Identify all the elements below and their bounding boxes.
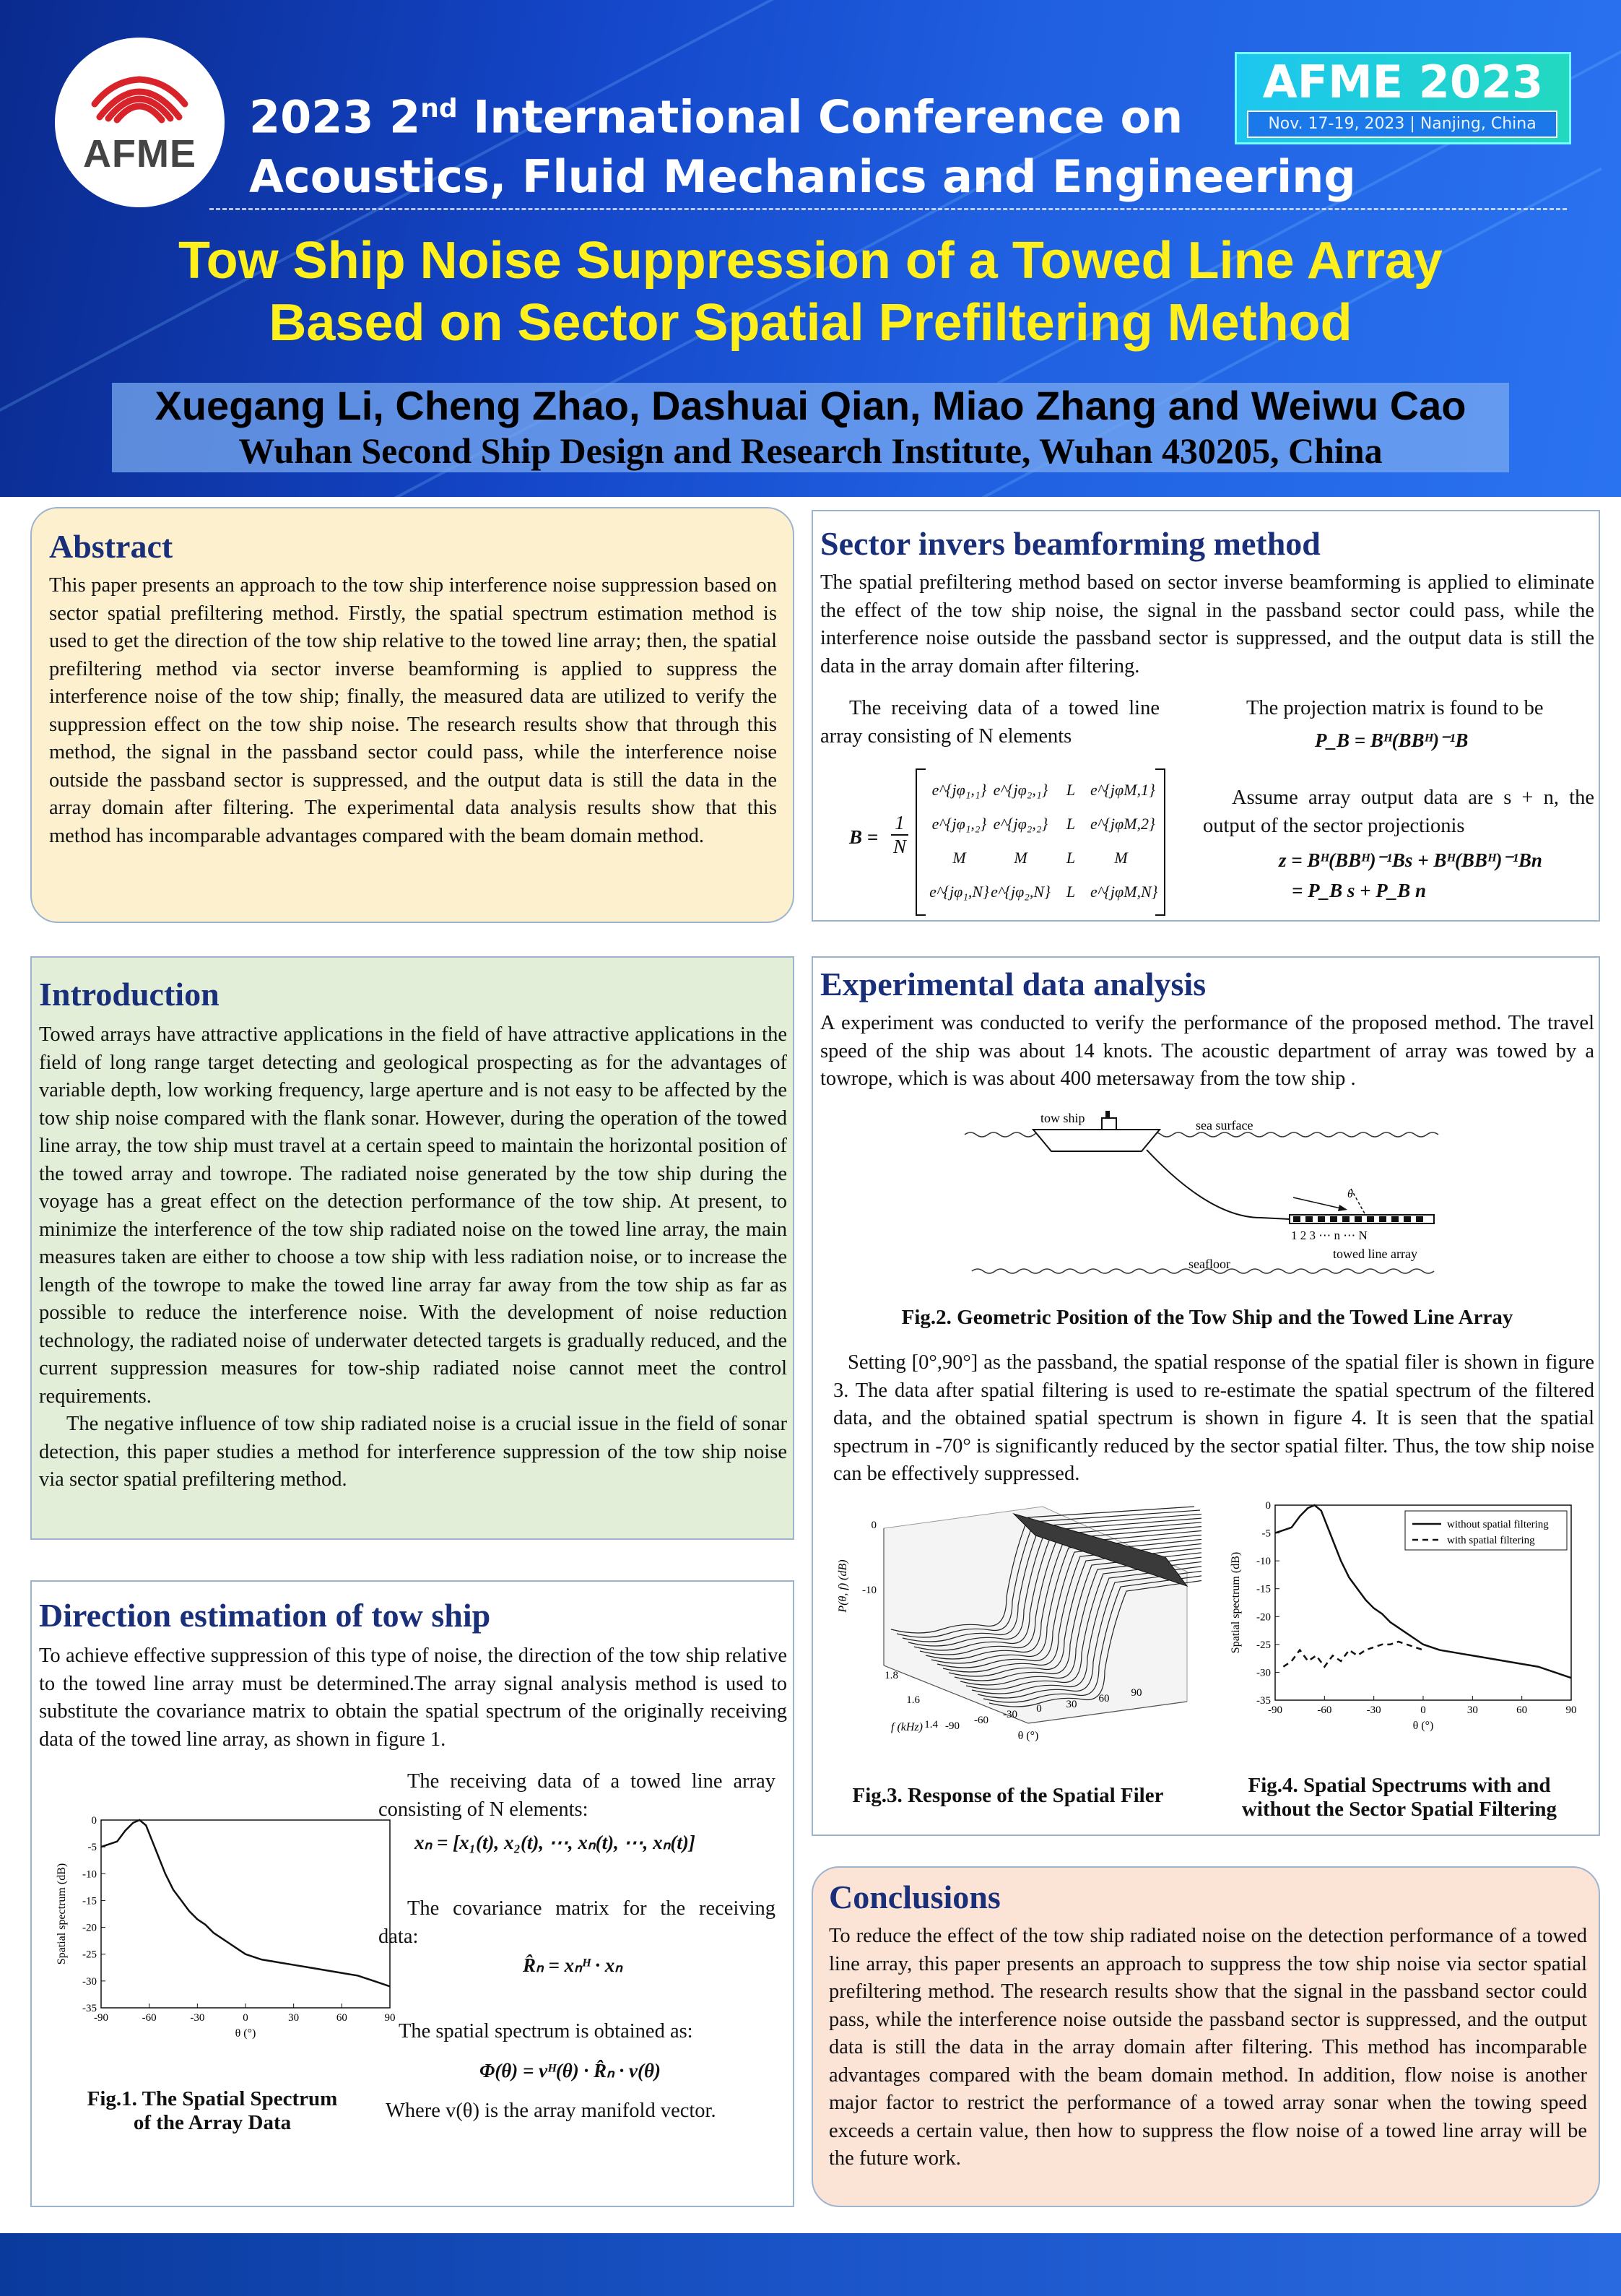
x-tick-label: 30 bbox=[288, 2012, 300, 2024]
x-tick-label: 60 bbox=[336, 2012, 347, 2024]
fig4-caption-line1: Fig.4. Spatial Spectrums with and bbox=[1248, 1774, 1551, 1797]
paper-title-line1: Tow Ship Noise Suppression of a Towed Line Array bbox=[178, 232, 1443, 290]
y-tick-label: -20 bbox=[82, 1922, 97, 1934]
y-tick-label: -5 bbox=[1261, 1528, 1271, 1540]
x-tick-label: -30 bbox=[1366, 1704, 1381, 1716]
sector-heading: Sector invers beamforming method bbox=[820, 525, 1321, 562]
conference-badge bbox=[1235, 52, 1571, 144]
y-tick-label: -10 bbox=[1256, 1556, 1271, 1568]
y-tick-label: -35 bbox=[1256, 1695, 1271, 1707]
afme-logo bbox=[55, 38, 225, 207]
fig4-chart bbox=[1217, 1498, 1578, 1736]
arrow-head-icon bbox=[1338, 1205, 1347, 1211]
sector-text: The spatial prefiltering method based on sector inverse beamforming is applied to eliminate the effect of the tow ship noise, the signal in the passband sector could pass, while the interference noise outside the passband sector is suppressed, and the output data is still the data in the array domain after filtering. bbox=[820, 571, 1594, 677]
matrix-row bbox=[929, 773, 1155, 807]
legend-label: with spatial filtering bbox=[1447, 1535, 1535, 1546]
matrix-cell: e^{jφ₁,₂} bbox=[931, 814, 987, 833]
matrix-cell: e^{jφ₂,N} bbox=[991, 882, 1051, 901]
experiment-text: A experiment was conducted to verify the performance of the proposed method. The travel speed of the ship was about 14 knots. The acoustic department of array was towed by a towrope, which is was about 400 metersaway from the tow ship . bbox=[820, 1012, 1594, 1090]
x-axis-label: θ (°) bbox=[1412, 1720, 1434, 1732]
x-tick-label: 30 bbox=[1466, 1704, 1478, 1716]
y-tick-label: -15 bbox=[82, 1895, 97, 1907]
matrix-cell: e^{jφ₂,₁} bbox=[993, 780, 1048, 799]
direction-spec-text: The spatial spectrum is obtained as: bbox=[399, 2020, 693, 2042]
conference-title-line1: 2023 2nd International Conference on bbox=[249, 90, 1183, 144]
globe-logo-icon bbox=[55, 38, 225, 207]
towrope bbox=[1147, 1150, 1290, 1219]
direction-panel bbox=[30, 1580, 794, 2207]
experiment-panel bbox=[812, 956, 1600, 1836]
sector-recv-text: The receiving data of a towed line array consisting of N elements bbox=[820, 697, 1160, 748]
y-tick-label: -30 bbox=[82, 1975, 97, 1988]
theta-tick-label: 90 bbox=[1131, 1687, 1142, 1699]
y-tick-label: -35 bbox=[82, 2003, 97, 2014]
matrix-grid bbox=[929, 773, 1158, 909]
introduction-panel bbox=[30, 956, 794, 1540]
plot-frame bbox=[101, 1820, 390, 2008]
conference-title bbox=[249, 79, 1356, 207]
x-tick-label: -90 bbox=[94, 2012, 108, 2024]
direction-eq-r: R̂ₙ = xₙᴴ · xₙ bbox=[523, 1954, 623, 1976]
label-tow-ship: tow ship bbox=[1040, 1111, 1085, 1125]
label-towed-array: towed line array bbox=[1333, 1247, 1417, 1261]
y-tick-label: -10 bbox=[82, 1868, 97, 1881]
direction-recv-text: The receiving data of a towed line array consisting of N elements: bbox=[378, 1770, 775, 1821]
label-theta: θ bbox=[1347, 1188, 1353, 1200]
matrix-fraction bbox=[891, 812, 908, 858]
matrix-cell: L bbox=[1066, 848, 1076, 867]
theta-tick-label: 60 bbox=[1098, 1693, 1110, 1704]
z-tick-label: -10 bbox=[862, 1585, 877, 1596]
y-axis-label: Spatial spectrum (dB) bbox=[56, 1863, 68, 1965]
sector-eq-pb: P_B = Bᴴ(BBᴴ)⁻¹B bbox=[1315, 729, 1469, 751]
abstract-panel bbox=[30, 507, 794, 923]
f-tick-label: 1.8 bbox=[885, 1670, 898, 1681]
y-tick-label: 0 bbox=[91, 1815, 97, 1827]
fig1-caption bbox=[61, 2087, 364, 2135]
fig1-caption-line2: of the Array Data bbox=[133, 2111, 292, 2134]
z-tick-label: 0 bbox=[871, 1520, 877, 1531]
theta-tick-label: 0 bbox=[1036, 1703, 1042, 1715]
matrix-row bbox=[929, 841, 1152, 875]
theta-tick-label: -90 bbox=[945, 1720, 960, 1732]
conclusions-text: To reduce the effect of the tow ship radiated noise on the detection performance of a towed line array, this paper presents an approach to suppress the tow ship noise via sector spatial prefiltering method. The research results show that the signal in the passband sector could pass, while the interference noise outside the passband sector is suppressed, and the output data is still the data in the array domain after filtering. This method has incomparable advantages compared with the beam domain method. In addition, flow noise is another major factor to restrict the performance of a towed array sonar when the towing speed exceeds a certain value, then how to suppress the flow noise of a towed line array will be the future work. bbox=[829, 1925, 1587, 2170]
tow-ship-cabin bbox=[1102, 1118, 1116, 1130]
x-tick-label: 90 bbox=[1565, 1704, 1577, 1716]
matrix-cell: L bbox=[1066, 882, 1076, 901]
y-axis-label: Spatial spectrum (dB) bbox=[1230, 1551, 1242, 1654]
direction-eq-x: xₙ = [x₁(t), x₂(t), ⋯, xₙ(t), ⋯, xₙ(t)] bbox=[414, 1832, 695, 1853]
matrix-cell: e^{jφ₂,₂} bbox=[993, 814, 1048, 833]
y-tick-label: 0 bbox=[1265, 1500, 1271, 1512]
x-tick-label: -30 bbox=[190, 2012, 205, 2024]
direction-cov-text: The covariance matrix for the receiving data: bbox=[378, 1897, 775, 1948]
theta-tick-label: 30 bbox=[1066, 1699, 1077, 1710]
y-tick-label: -30 bbox=[1256, 1667, 1271, 1679]
y-tick-label: -25 bbox=[1256, 1639, 1271, 1651]
sector-panel bbox=[812, 510, 1600, 922]
fig1-chart bbox=[43, 1813, 397, 2044]
legend-label: without spatial filtering bbox=[1447, 1519, 1549, 1530]
fig3-surface-chart bbox=[826, 1485, 1201, 1745]
abstract-text: This paper presents an approach to the tow ship interference noise suppression based on sector spatial prefiltering method. Firstly, the spatial spectrum estimation method is used to get the direction of the tow ship relative to the towed line array; then, the spatial prefiltering method via sector inverse beamforming is applied to suppress the interference noise of the tow ship; finally, the measured data are utilized to verify the suppression effect on the tow ship noise. The research results show that through this method, the signal in the passband sector could pass, while the interference noise outside the passband sector is suppressed, and the output data is still the data in the array domain after filtering. The experimental data analysis results show that this method has incomparable advantages compared with the beam domain method. bbox=[49, 574, 777, 847]
experiment-text2: Setting [0°,90°] as the passband, the spatial response of the spatial filer is shown in figure 3. The data after spatial filtering is used to re-estimate the spatial spectrum of the filtered data, and the obtained spatial spectrum is shown in figure 4. It is seen that the spatial spectrum in -70° is significantly reduced by the sector spatial filter. Thus, the tow ship noise can be effectively suppressed. bbox=[833, 1351, 1594, 1485]
x-tick-label: 0 bbox=[243, 2012, 248, 2024]
conclusions-panel bbox=[812, 1866, 1600, 2207]
matrix-cell: M bbox=[1014, 848, 1027, 867]
conference-title-line2: Acoustics, Fluid Mechanics and Engineering bbox=[249, 150, 1356, 203]
introduction-para1: Towed arrays have attractive applications in the field of have attractive applications in the field of long range target detecting and geological prospecting as for the advantages of variable depth, low working frequency, large aperture and is not easy to be affected by the tow ship noise compared with the flank sonar. However, during the operation of the towed line array, the tow ship must travel at a certain speed to maintain the horizontal position of the towed array and towrope. The radiated noise generated by the tow ship during the voyage has a great effect on the detection performance of the tow ship. At present, to minimize the interference of the tow ship radiated noise on the towed line array, the main measures taken are either to choose a tow ship with less radiation noise, or to increase the length of the towrope to make the towed line array far away from the tow ship as far as possible to reduce the interference noise. With the development of noise reduction technology, the radiated noise of underwater detected targets is gradually reduced, and the current suppression measures for tow-ship radiated noise cannot meet the control requirements. bbox=[39, 1023, 787, 1408]
poster-footer bbox=[0, 2233, 1621, 2296]
x-tick-label: -90 bbox=[1268, 1704, 1282, 1716]
direction-text: To achieve effective suppression of this type of noise, the direction of the tow ship relative to the towed line array must be determined.The array signal analysis method is used to substitute the covariance matrix to obtain the spatial spectrum of the originally receiving data of the towed line array, as shown in figure 1. bbox=[39, 1645, 787, 1751]
matrix-row bbox=[929, 807, 1155, 841]
fig4-caption bbox=[1219, 1774, 1580, 1821]
logo-text: AFME bbox=[83, 132, 196, 176]
incident-arrow bbox=[1293, 1197, 1344, 1209]
array-normal bbox=[1351, 1189, 1365, 1215]
f-tick-label: 1.4 bbox=[924, 1719, 938, 1730]
direction-heading: Direction estimation of tow ship bbox=[39, 1597, 491, 1634]
y-tick-label: -5 bbox=[87, 1842, 97, 1854]
poster-header bbox=[0, 0, 1621, 497]
x-tick-label: 60 bbox=[1516, 1704, 1528, 1716]
f-tick-label: 1.6 bbox=[906, 1694, 920, 1706]
introduction-text bbox=[39, 1021, 787, 1494]
f-axis-label: f (kHz) bbox=[891, 1721, 923, 1733]
z-axis-label: P(θ, f) (dB) bbox=[837, 1559, 849, 1613]
badge-date-location: Nov. 17-19, 2023 | Nanjing, China bbox=[1247, 111, 1557, 138]
matrix-cell: e^{jφ₁,N} bbox=[929, 882, 989, 901]
array-elements bbox=[1293, 1216, 1423, 1222]
tow-ship-mast bbox=[1105, 1111, 1110, 1118]
paper-title-line2: Based on Sector Spatial Prefiltering Method bbox=[269, 294, 1352, 352]
x-tick-label: -60 bbox=[142, 2012, 157, 2024]
sector-proj-text: The projection matrix is found to be bbox=[1246, 697, 1544, 719]
affiliation: Wuhan Second Ship Design and Research Institute, Wuhan 430205, China bbox=[238, 430, 1383, 471]
experiment-heading: Experimental data analysis bbox=[820, 966, 1207, 1002]
fig2-caption: Fig.2. Geometric Position of the Tow Ship and the Towed Line Array bbox=[901, 1306, 1513, 1329]
theta-axis-label: θ (°) bbox=[1017, 1730, 1039, 1742]
matrix-b bbox=[849, 768, 1167, 913]
introduction-heading: Introduction bbox=[39, 976, 220, 1013]
x-tick-label: 0 bbox=[1420, 1704, 1426, 1716]
header-divider bbox=[209, 208, 1567, 210]
y-tick-label: -20 bbox=[1256, 1611, 1271, 1624]
sector-eq-z2: = P_B s + P_B n bbox=[1292, 880, 1427, 901]
label-array-elements: 1 2 3 ⋯ n ⋯ N bbox=[1291, 1229, 1368, 1242]
matrix-cell: L bbox=[1066, 780, 1076, 799]
matrix-cell: e^{jφM,2} bbox=[1090, 814, 1155, 833]
matrix-cell: M bbox=[1114, 848, 1128, 867]
matrix-bracket-left bbox=[916, 768, 926, 916]
fig1-caption-line1: Fig.1. The Spatial Spectrum bbox=[87, 2087, 338, 2110]
paper-title bbox=[0, 230, 1621, 354]
matrix-cell: L bbox=[1066, 814, 1076, 833]
y-tick-label: -25 bbox=[82, 1949, 97, 1961]
matrix-lhs: B = bbox=[849, 826, 879, 848]
x-tick-label: 90 bbox=[384, 2012, 396, 2024]
sector-eq-z1: z = Bᴴ(BBᴴ)⁻¹Bs + Bᴴ(BBᴴ)⁻¹Bn bbox=[1279, 849, 1542, 871]
matrix-fraction-num: 1 bbox=[891, 812, 908, 836]
theta-tick-label: -60 bbox=[974, 1715, 988, 1726]
sector-assume-text: Assume array output data are s + n, the output of the sector projectionis bbox=[1203, 787, 1594, 837]
label-sea-surface: sea surface bbox=[1196, 1118, 1253, 1132]
matrix-cell: e^{jφM,1} bbox=[1090, 780, 1155, 799]
fig3-caption: Fig.3. Response of the Spatial Filer bbox=[852, 1784, 1164, 1807]
matrix-cell: e^{jφM,N} bbox=[1090, 882, 1158, 901]
direction-eq-phi: Φ(θ) = vᴴ(θ) · R̂ₙ · v(θ) bbox=[479, 2060, 661, 2081]
theta-tick-label: -30 bbox=[1003, 1709, 1017, 1720]
matrix-row bbox=[929, 875, 1158, 909]
authors: Xuegang Li, Cheng Zhao, Dashuai Qian, Miao Zhang and Weiwu Cao bbox=[155, 383, 1466, 428]
direction-where-text: Where v(θ) is the array manifold vector. bbox=[386, 2100, 716, 2122]
fig4-caption-line2: without the Sector Spatial Filtering bbox=[1241, 1798, 1557, 1821]
label-seafloor: seafloor bbox=[1188, 1257, 1230, 1271]
badge-title: AFME 2023 bbox=[1262, 56, 1544, 108]
y-tick-label: -15 bbox=[1256, 1583, 1271, 1595]
matrix-cell: e^{jφ₁,₁} bbox=[931, 780, 987, 799]
introduction-para2: The negative influence of tow ship radiated noise is a crucial issue in the field of sonar detection, this paper studies a method for interference suppression of the tow ship noise via sector spatial prefiltering method. bbox=[39, 1413, 787, 1491]
conclusions-heading: Conclusions bbox=[829, 1879, 1001, 1915]
matrix-fraction-den: N bbox=[892, 836, 906, 857]
tow-ship-hull bbox=[1033, 1130, 1160, 1151]
x-tick-label: -60 bbox=[1317, 1704, 1332, 1716]
abstract-heading: Abstract bbox=[49, 528, 173, 565]
matrix-cell: M bbox=[952, 848, 966, 867]
authors-band bbox=[112, 383, 1509, 472]
tow-geometry-diagram bbox=[957, 1102, 1463, 1283]
x-axis-label: θ (°) bbox=[235, 2027, 256, 2040]
